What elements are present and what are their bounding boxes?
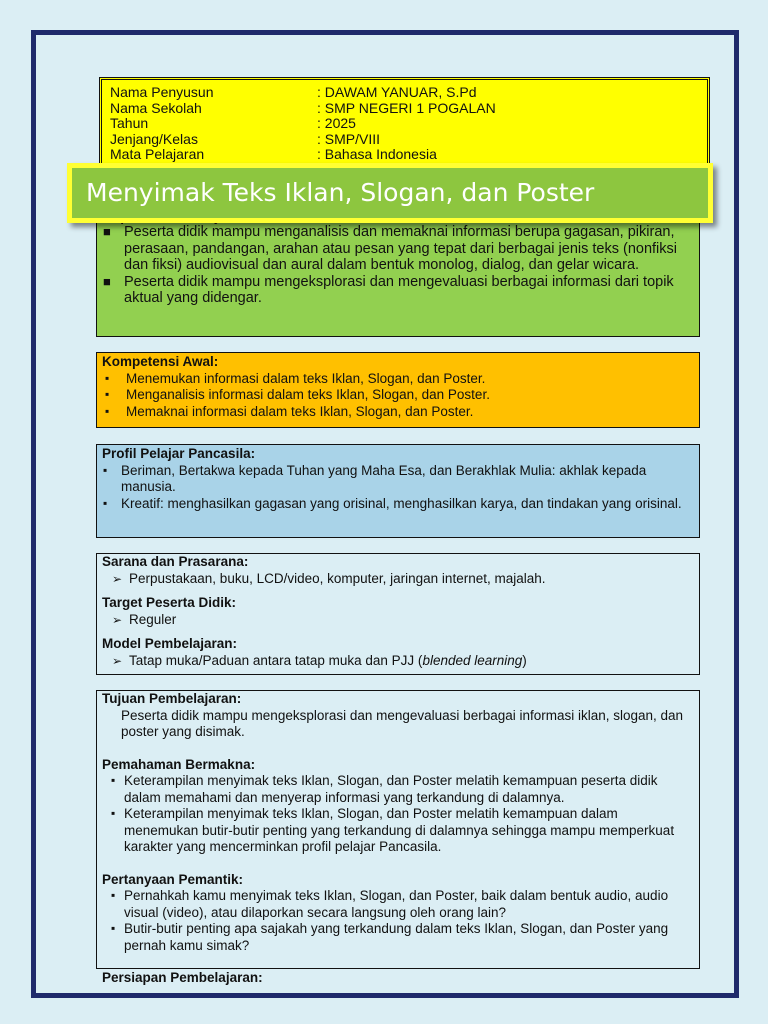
arrow-bullet-icon: ➢ <box>112 571 123 586</box>
pemahaman-list <box>102 773 695 856</box>
target-section <box>102 595 695 628</box>
square-bullet-icon: ▪ <box>111 773 116 787</box>
square-bullet-icon: ■ <box>103 224 111 239</box>
square-bullet-icon: ▪ <box>111 888 116 902</box>
square-bullet-icon: ▪ <box>103 462 108 477</box>
identity-key: Nama Sekolah <box>110 99 202 116</box>
list-item <box>102 806 695 856</box>
pertanyaan-item-text: Pernahkah kamu menyimak teks Iklan, Slogan, dan Poster, baik dalam bentuk audio, audio visual (video), atau dilaporkan secara langsung oleh orang lain? <box>124 888 669 920</box>
capaian-item-text: Peserta didik mampu mengeksplorasi dan mengevaluasi berbagai informasi dari topik aktual yang didengar. <box>124 273 674 306</box>
identity-row <box>110 101 707 117</box>
list-item <box>102 371 695 388</box>
identity-row <box>110 116 707 132</box>
sarana-item-text: Perpustakaan, buku, LCD/video, komputer, jaringan internet, majalah. <box>129 570 546 586</box>
identity-key: Jenjang/Kelas <box>110 130 198 147</box>
square-bullet-icon: ▪ <box>111 921 116 935</box>
identity-row <box>110 147 707 163</box>
arrow-bullet-icon: ➢ <box>112 653 123 668</box>
list-item <box>102 612 695 629</box>
square-bullet-icon: ▪ <box>105 387 110 401</box>
tujuan-heading: Tujuan Pembelajaran: <box>102 691 242 706</box>
square-bullet-icon: ▪ <box>105 370 110 385</box>
list-item <box>102 496 695 513</box>
profil-list <box>102 463 695 513</box>
sarana-target-model-box <box>96 553 700 675</box>
identity-value: : 2025 <box>317 115 356 131</box>
kompetensi-item-text: Memaknai informasi dalam teks Iklan, Slogan, dan Poster. <box>126 403 474 419</box>
pemahaman-heading: Pemahaman Bermakna: <box>102 756 256 772</box>
pertanyaan-item-text: Butir-butir penting apa sajakah yang terkandung dalam teks Iklan, Slogan, dan Poster yang pernah kamu simak? <box>124 921 669 953</box>
profil-heading: Profil Pelajar Pancasila: <box>102 446 256 461</box>
model-item-suffix: ) <box>522 652 527 668</box>
target-heading: Target Peserta Didik: <box>102 595 237 610</box>
pertanyaan-heading: Pertanyaan Pemantik: <box>102 871 244 887</box>
pemahaman-item-text: Keterampilan menyimak teks Iklan, Slogan, dan Poster melatih kemampuan peserta didik dalam memahami dan menyerap informasi yang terkandung di dalamnya. <box>124 773 658 805</box>
square-bullet-icon: ▪ <box>103 495 108 510</box>
sarana-heading: Sarana dan Prasarana: <box>102 554 249 569</box>
kompetensi-awal-heading: Kompetensi Awal: <box>102 354 219 369</box>
identity-key: Tahun <box>110 115 149 131</box>
list-item <box>102 921 695 954</box>
list-item <box>102 653 695 670</box>
square-bullet-icon: ▪ <box>111 806 116 820</box>
list-item <box>102 404 695 421</box>
capaian-list <box>103 224 695 307</box>
identity-row <box>110 85 707 101</box>
capaian-item-text: Peserta didik mampu menganalisis dan memaknai informasi berupa gagasan, pikiran, perasaan, pandangan, arahan atau pesan yang tepat dari berbagai jenis teks (nonfiksi dan fiksi) audiovisual dan aural dalam bentuk monolog, dialog, dan gelar wicara. <box>124 224 678 273</box>
kompetensi-item-text: Menganalisis informasi dalam teks Iklan, Slogan, dan Poster. <box>126 387 490 402</box>
title-banner: Menyimak Teks Iklan, Slogan, dan Poster <box>67 163 713 223</box>
kompetensi-awal-box <box>96 352 700 428</box>
identity-value: : DAWAM YANUAR, S.Pd <box>317 84 477 100</box>
list-item <box>102 387 695 404</box>
identity-value: : SMP/VIII <box>317 130 381 147</box>
pertanyaan-list <box>102 888 695 954</box>
pemahaman-item-text: Keterampilan menyimak teks Iklan, Slogan, dan Poster melatih kemampuan dalam menemukan butir-butir penting yang terkandung di dalamnya sehingga mampu memperkuat karakter yang mencerminkan profil pelajar Pancasila. <box>124 806 675 854</box>
square-bullet-icon: ■ <box>103 273 111 289</box>
tujuan-text: Peserta didik mampu mengeksplorasi dan mengevaluasi berbagai informasi iklan, slogan, dan poster yang disimak. <box>121 707 684 739</box>
list-item <box>102 571 695 588</box>
identity-value: : SMP NEGERI 1 POGALAN <box>317 99 496 116</box>
kompetensi-awal-list <box>102 371 695 421</box>
profil-item-text: Kreatif: menghasilkan gagasan yang orisinal, menghasilkan karya, dan tindakan yang orisinal. <box>121 495 682 511</box>
profil-pelajar-box <box>96 444 700 538</box>
identity-key: Mata Pelajaran <box>110 146 205 162</box>
list-item <box>103 274 695 307</box>
tujuan-pembelajaran-box <box>96 690 700 985</box>
list-item <box>103 224 695 274</box>
identity-key: Nama Penyusun <box>110 84 214 100</box>
persiapan-heading: Persiapan Pembelajaran: <box>102 970 263 985</box>
model-item-text: Tatap muka/Paduan antara tatap muka dan PJJ ( <box>129 652 423 668</box>
list-item <box>102 888 695 921</box>
target-item-text: Reguler <box>129 611 177 627</box>
identity-row <box>110 132 707 148</box>
square-bullet-icon: ▪ <box>105 403 110 418</box>
sarana-section <box>102 554 695 587</box>
arrow-bullet-icon: ➢ <box>112 612 123 627</box>
profil-item-text: Beriman, Bertakwa kepada Tuhan yang Maha Esa, dan Berakhlak Mulia: akhlak kepada manusia. <box>121 462 647 494</box>
list-item <box>102 773 695 806</box>
model-item-italic: blended learning <box>422 652 523 668</box>
model-section <box>102 636 695 669</box>
model-heading: Model Pembelajaran: <box>102 636 238 651</box>
identity-value: : Bahasa Indonesia <box>317 146 437 162</box>
kompetensi-item-text: Menemukan informasi dalam teks Iklan, Slogan, dan Poster. <box>126 370 486 386</box>
capaian-pembelajaran-box <box>96 206 700 337</box>
list-item <box>102 463 695 496</box>
